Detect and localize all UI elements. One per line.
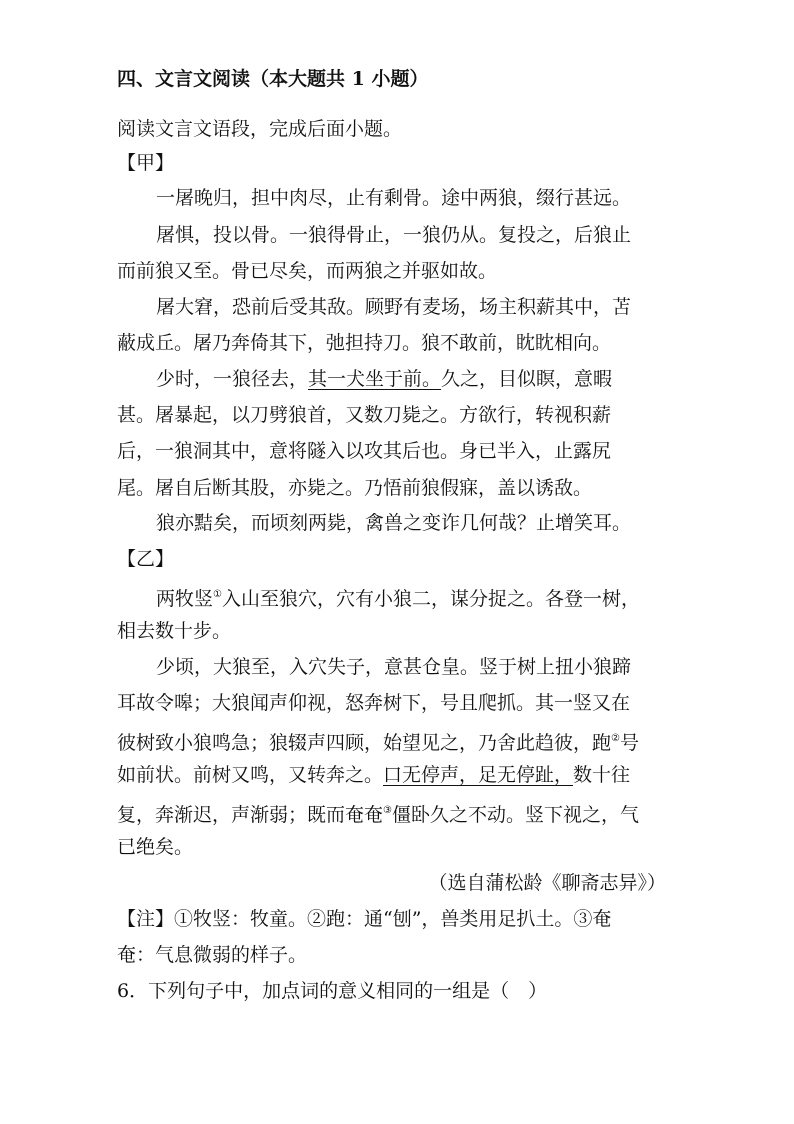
footnote-marker-1: ① (213, 589, 222, 600)
jia-p4-line1 (156, 367, 794, 391)
jia-p1-line1: 一屠晚归，担中肉尽，止有剩骨。途中两狼，缀行甚远。 (156, 187, 632, 209)
jia-p4-line2: 甚。屠暴起，以刀劈狼首，又数刀毙之。方欲行，转视积薪 (117, 404, 612, 426)
jia-p4-text-a: 少时，一狼径去， (156, 368, 309, 390)
yi-p2-line4 (117, 763, 794, 787)
section-title: 四、文言文阅读（本大题共 1 小题） (117, 68, 429, 90)
notes-line2: 奄：气息微弱的样子。 (117, 944, 308, 966)
yi-p2-line4-text-b: 数十往 (573, 764, 631, 786)
jia-p4-line4: 尾。屠自后断其股，亦毙之。乃悟前狼假寐，盖以诱敌。 (117, 477, 593, 499)
yi-p2-line3-text-b: 号 (619, 732, 639, 754)
yi-p2-line4-text-a: 如前状。前树又鸣，又转奔之。 (117, 764, 384, 786)
yi-p2-line3 (117, 727, 794, 755)
yi-p1-text-b: 入山至狼穴，穴有小狼二，谋分捉之。各登一树， (221, 588, 640, 610)
yi-p1-line2: 相去数十步。 (117, 620, 232, 642)
footnote-marker-2: ② (611, 733, 620, 744)
jia-p4-text-b: 久之，目似瞑，意暇 (441, 368, 613, 390)
jia-p5-line1: 狼亦黠矣，而顷刻两毙，禽兽之变诈几何哉？止增笑耳。 (156, 512, 632, 534)
passage-jia-label: 【甲】 (117, 152, 175, 174)
question-6: 6．下列句子中，加点词的意义相同的一组是（ ） (117, 980, 548, 1002)
yi-p2-line3-text-a: 彼树致小狼鸣急；狼辍声四顾，始望见之，乃舍此趋彼，跑 (117, 732, 612, 754)
yi-p2-line6: 已绝矣。 (117, 836, 194, 858)
jia-p3-line2: 蔽成丘。屠乃奔倚其下，弛担持刀。狼不敢前，眈眈相向。 (117, 332, 612, 354)
yi-p2-line5-text-b: 僵卧久之不动。竖下视之，气 (391, 804, 639, 826)
yi-p2-line1: 少顷，大狼至，入穴失子，意甚仓皇。竖于树上扭小狼蹄 (156, 656, 632, 678)
yi-p2-line2: 耳故令嗥；大狼闻声仰视，怒奔树下，号且爬抓。其一竖又在 (117, 692, 631, 714)
yi-p2-line5 (117, 799, 794, 827)
yi-p2-line5-text-a: 复，奔渐迟，声渐弱；既而奄奄 (117, 804, 384, 826)
passage-yi-label: 【乙】 (117, 548, 175, 570)
instruction: 阅读文言文语段，完成后面小题。 (117, 118, 403, 140)
footnote-marker-3: ③ (383, 805, 392, 816)
yi-p1-line1 (156, 583, 794, 611)
jia-p2-line2: 而前狼又至。骨已尽矣，而两狼之并驱如故。 (117, 260, 498, 282)
jia-p3-line1: 屠大窘，恐前后受其敌。顾野有麦场，场主积薪其中，苫 (156, 296, 632, 318)
source-citation: （选自蒲松龄《聊斋志异》） (428, 872, 666, 894)
yi-p1-text-a: 两牧竖 (156, 588, 214, 610)
jia-p4-line3: 后，一狼洞其中，意将隧入以攻其后也。身已半入，止露尻 (117, 440, 612, 462)
underlined-sentence-1: 其一犬坐于前。 (308, 368, 442, 390)
underlined-sentence-2: 口无停声，足无停趾， (383, 764, 574, 786)
notes-line1: 【注】①牧竖：牧童。②跑：通“刨”，兽类用足扒土。③奄 (117, 908, 612, 930)
jia-p2-line1: 屠惧，投以骨。一狼得骨止，一狼仍从。复投之，后狼止 (156, 224, 632, 246)
